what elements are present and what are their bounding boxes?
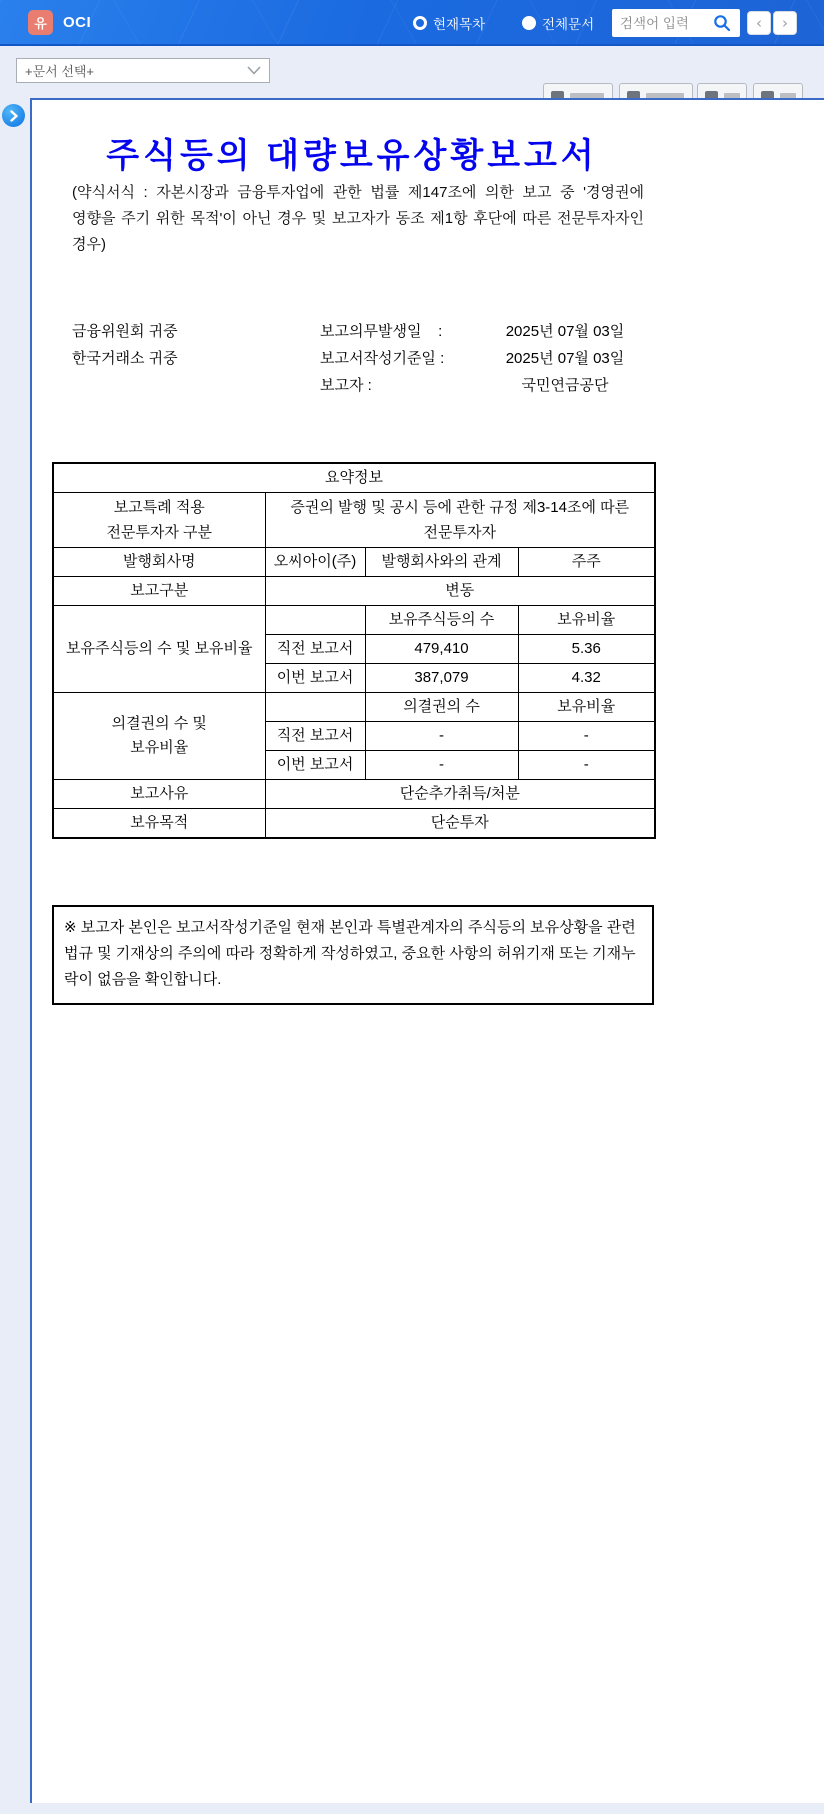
voting-prev-ratio: -	[518, 722, 655, 751]
holdings-prev-ratio: 5.36	[518, 635, 655, 664]
radio-whole-document[interactable]	[522, 0, 594, 46]
radio-current-toc-label: 현재목차	[433, 17, 486, 32]
radio-selected-icon[interactable]	[522, 16, 536, 30]
prev-report-label: 직전 보고서	[265, 635, 365, 664]
purpose-label: 보유목적	[53, 809, 265, 839]
company-name: OCI	[63, 14, 92, 31]
sidebar-toggle-button[interactable]	[2, 104, 25, 127]
chevron-right-icon	[9, 110, 19, 122]
reason-label: 보고사유	[53, 780, 265, 809]
disclaimer-box: ※ 보고자 본인은 보고서작성기준일 현재 본인과 특별관계자의 주식등의 보유상황을 관련 법규 및 기재상의 주의에 따라 정확하게 작성하였고, 중요한 사항의 허위기재 또는 기재누락이 없음을 확인합니다.	[52, 905, 654, 1005]
report-subtitle: (약식서식 : 자본시장과 금융투자업에 관한 법률 제147조에 의한 보고 중 '경영권에 영향을 주기 위한 목적'이 아닌 경우 및 보고자가 동조 제1항 후단에 따른 전문투자자인 경우)	[72, 184, 644, 253]
prev-button[interactable]: ‹	[747, 11, 771, 35]
meta-row	[32, 316, 672, 343]
special-rule-label	[53, 493, 265, 548]
holdings-count-header: 보유주식등의 수	[365, 606, 518, 635]
document-viewer	[30, 98, 824, 1803]
voting-label-line2: 보유비율	[130, 739, 189, 756]
summary-table-title: 요약정보	[53, 463, 655, 493]
holdings-curr-ratio: 4.32	[518, 664, 655, 693]
curr-report-label: 이번 보고서	[265, 751, 365, 780]
search-input[interactable]	[612, 9, 712, 37]
table-row	[53, 606, 655, 635]
base-date-label: 보고서작성기준일 :	[320, 350, 445, 367]
curr-report-label: 이번 보고서	[265, 664, 365, 693]
relation-label: 발행회사와의 관계	[365, 548, 518, 577]
recipient-meta-block	[32, 316, 672, 397]
voting-ratio-header: 보유비율	[518, 693, 655, 722]
table-row	[53, 548, 655, 577]
holdings-prev-count: 479,410	[365, 635, 518, 664]
meta-row	[32, 343, 672, 370]
recipient-1: 금융위원회 귀중	[72, 323, 178, 340]
table-row	[53, 780, 655, 809]
report-type-label: 보고구분	[53, 577, 265, 606]
next-button[interactable]: ›	[773, 11, 797, 35]
radio-unselected-icon[interactable]	[413, 16, 427, 30]
special-rule-value: 증권의 발행 및 공시 등에 관한 규정 제3-14조에 따른 전문투자자	[265, 493, 655, 548]
top-bar	[0, 0, 824, 46]
table-row	[53, 693, 655, 722]
report-type-value: 변동	[265, 577, 655, 606]
holdings-section-label: 보유주식등의 수 및 보유비율	[53, 606, 265, 693]
issuer-value: 오씨아이(주)	[265, 548, 365, 577]
radio-whole-document-label: 전체문서	[542, 17, 595, 32]
relation-value: 주주	[518, 548, 655, 577]
issuer-label: 발행회사명	[53, 548, 265, 577]
sub-bar	[0, 48, 824, 98]
special-rule-label-line1: 보고특례 적용	[113, 499, 205, 516]
reason-value: 단순추가취득/처분	[265, 780, 655, 809]
table-row	[53, 809, 655, 839]
radio-current-toc[interactable]	[413, 0, 485, 46]
special-rule-label-line2: 전문투자자 구분	[106, 524, 213, 541]
holdings-ratio-header: 보유비율	[518, 606, 655, 635]
reporter-value: 국민연금공단	[521, 377, 609, 394]
prev-report-label: 직전 보고서	[265, 722, 365, 751]
voting-section-label	[53, 693, 265, 780]
voting-curr-count: -	[365, 751, 518, 780]
empty-cell	[265, 693, 365, 722]
market-type-badge: 유	[28, 10, 53, 35]
search-icon[interactable]	[712, 13, 732, 33]
chevron-down-icon	[247, 66, 261, 75]
table-row	[53, 577, 655, 606]
voting-count-header: 의결권의 수	[365, 693, 518, 722]
reporter-label: 보고자 :	[320, 377, 372, 394]
table-row	[53, 493, 655, 548]
obligation-date-label: 보고의무발생일 :	[320, 323, 443, 340]
document-select-value: +문서 선택+	[25, 64, 95, 79]
document-select-dropdown[interactable]	[16, 58, 270, 83]
voting-label-line1: 의결권의 수 및	[111, 715, 207, 732]
holdings-curr-count: 387,079	[365, 664, 518, 693]
report-title: 주식등의 대량보유상황보고서	[106, 138, 598, 175]
recipient-2: 한국거래소 귀중	[72, 350, 178, 367]
meta-row	[32, 370, 672, 397]
table-row	[53, 463, 655, 493]
voting-prev-count: -	[365, 722, 518, 751]
obligation-date-value: 2025년 07월 03일	[505, 323, 625, 340]
search-box[interactable]	[612, 9, 740, 37]
base-date-value: 2025년 07월 03일	[505, 350, 625, 367]
summary-table	[52, 462, 656, 839]
empty-cell	[265, 606, 365, 635]
voting-curr-ratio: -	[518, 751, 655, 780]
purpose-value: 단순투자	[265, 809, 655, 839]
